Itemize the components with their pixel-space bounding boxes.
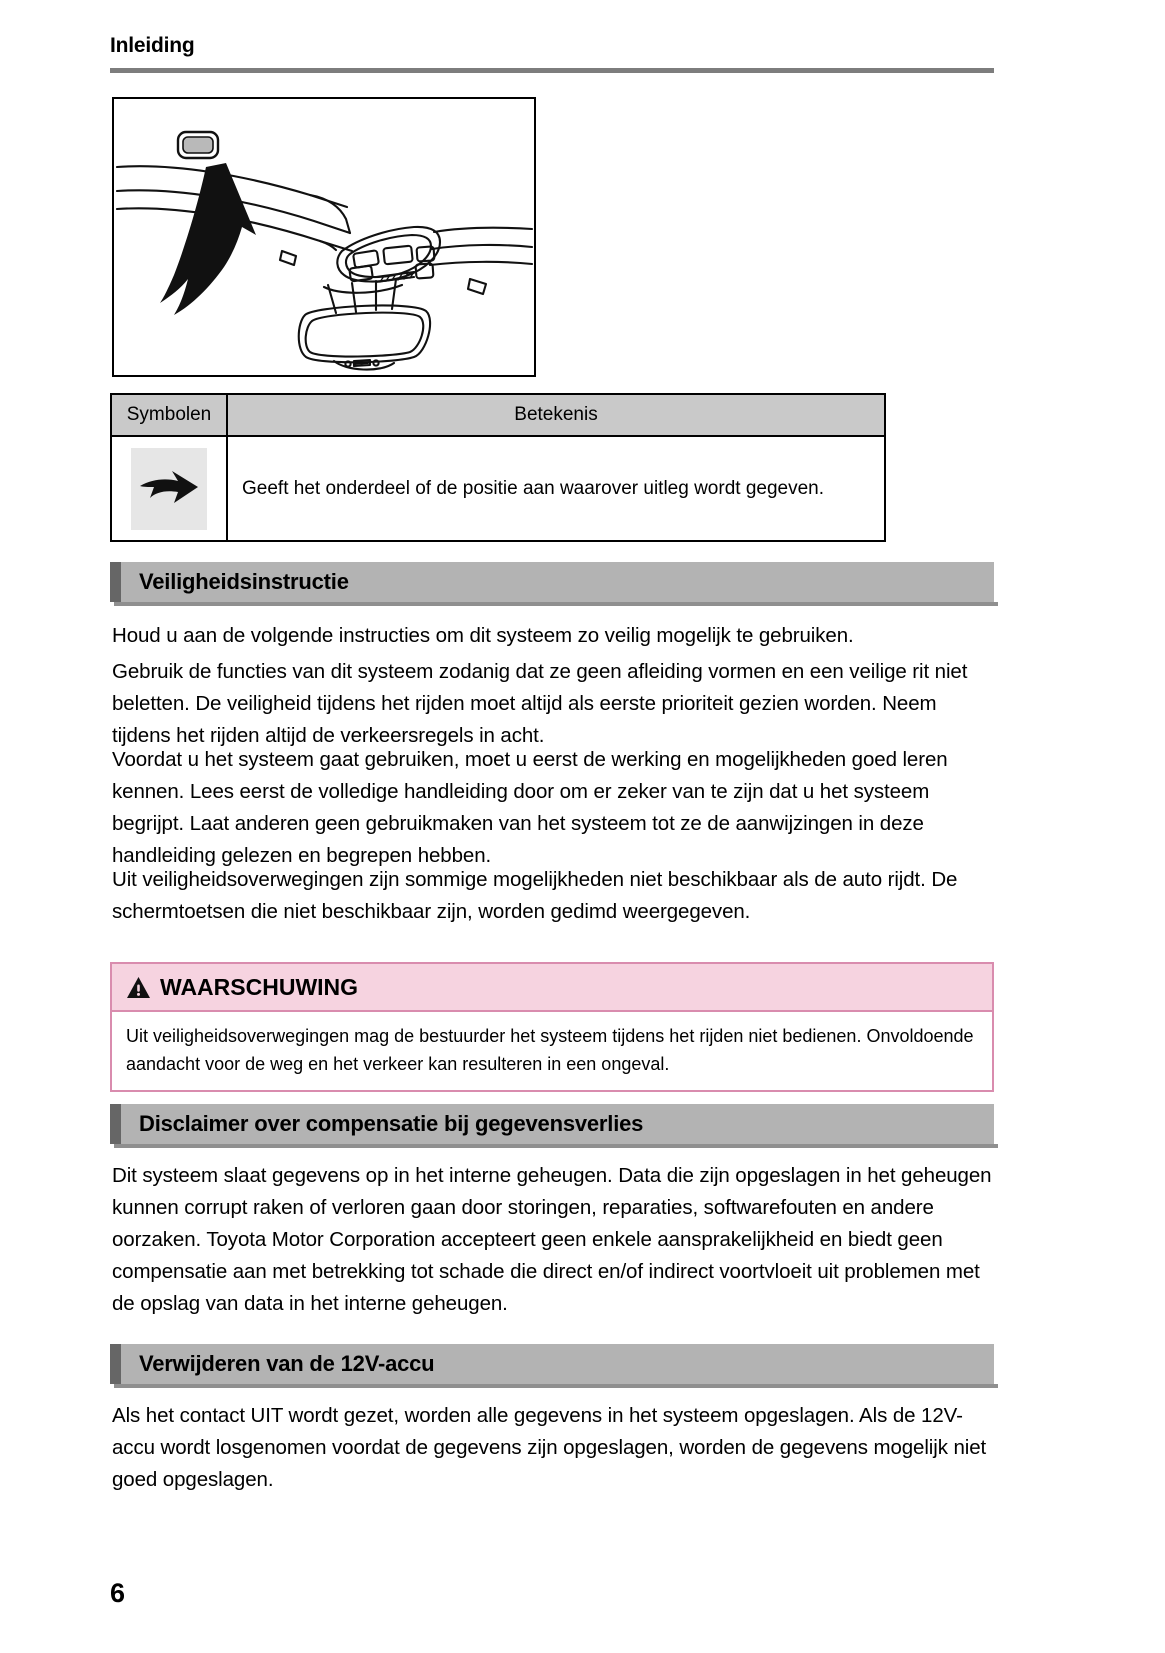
warning-title: WAARSCHUWING <box>160 973 359 1000</box>
warning-box <box>110 962 994 1092</box>
running-head-rule <box>110 68 994 73</box>
warning-body: Uit veiligheidsoverwegingen mag de bestuurder het systeem tijdens het rijden niet bedienen. Onvoldoende aandacht voor de weg en het verkeer kan resulteren in een ongeval. <box>126 1026 974 1074</box>
section-title: Verwijderen van de 12V-accu <box>139 1351 435 1376</box>
section-title: Veiligheidsinstructie <box>139 569 349 594</box>
section-accent-bar <box>110 1104 121 1144</box>
section-accent-bar <box>110 1344 121 1384</box>
meaning-cell: Geeft het onderdeel of de positie aan waarover uitleg wordt gegeven. <box>227 436 885 541</box>
section-bar-shadow <box>114 1384 998 1388</box>
column-header-symbolen: Symbolen <box>111 394 227 436</box>
warning-header <box>112 964 992 1012</box>
table-row <box>111 436 885 541</box>
running-head: Inleiding <box>110 34 195 57</box>
symbol-chip <box>131 448 207 530</box>
section-accent-bar <box>110 562 121 602</box>
section-bar-shadow <box>114 602 998 606</box>
section-header-disclaimer <box>110 1104 994 1144</box>
table-header-row <box>111 394 885 436</box>
symbol-table <box>110 393 886 542</box>
paragraph: Voordat u het systeem gaat gebruiken, moet u eerst de werking en mogelijkheden goed leren kennen. Lees eerst de volledige handleiding door om er zeker van te zijn dat u het systeem begrijpt. Laat anderen geen gebruikmaken van het systeem tot ze de aanwijzingen in deze handleiding gelezen en begrepen hebben. <box>112 748 948 867</box>
paragraph: Houd u aan de volgende instructies om dit systeem zo veilig mogelijk te gebruiken. <box>112 624 854 647</box>
section-header-veiligheidsinstructie <box>110 562 994 602</box>
overhead-console-illustration <box>112 97 536 377</box>
page-number: 6 <box>110 1578 126 1608</box>
section-title: Disclaimer over compensatie bij gegevensverlies <box>139 1111 644 1136</box>
symbol-cell <box>111 436 227 541</box>
swoosh-arrow-icon <box>138 467 200 511</box>
paragraph: Gebruik de functies van dit systeem zodanig dat ze geen afleiding vormen en een veilige rit niet beletten. De veiligheid tijdens het rijden moet altijd als eerste prioriteit gezien worden. Neem tijdens het rijden altijd de verkeersregels in acht. <box>112 660 968 747</box>
section-header-verwijderen-12v-accu <box>110 1344 994 1384</box>
warning-triangle-icon <box>126 976 151 999</box>
paragraph: Uit veiligheidsoverwegingen zijn sommige mogelijkheden niet beschikbaar als de auto rijdt. De schermtoetsen die niet beschikbaar zijn, worden gedimd weergegeven. <box>112 868 958 923</box>
paragraph: Dit systeem slaat gegevens op in het interne geheugen. Data die zijn opgeslagen in het geheugen kunnen corrupt raken of verloren gaan door storingen, reparaties, softwarefouten en andere oorzaken. Toyota Motor Corporation accepteert geen enkele aansprakelijkheid en biedt geen compensatie aan met betrekking tot schade die direct en/of indirect voortvloeit uit problemen met de opslag van data in het interne geheugen. <box>112 1164 992 1315</box>
section-bar-shadow <box>114 1144 998 1148</box>
column-header-betekenis: Betekenis <box>227 394 885 436</box>
paragraph: Als het contact UIT wordt gezet, worden alle gegevens in het systeem opgeslagen. Als de 12V-accu wordt losgenomen voordat de gegevens zijn opgeslagen, worden de gegevens mogelijk niet goed opgeslagen. <box>112 1404 987 1491</box>
